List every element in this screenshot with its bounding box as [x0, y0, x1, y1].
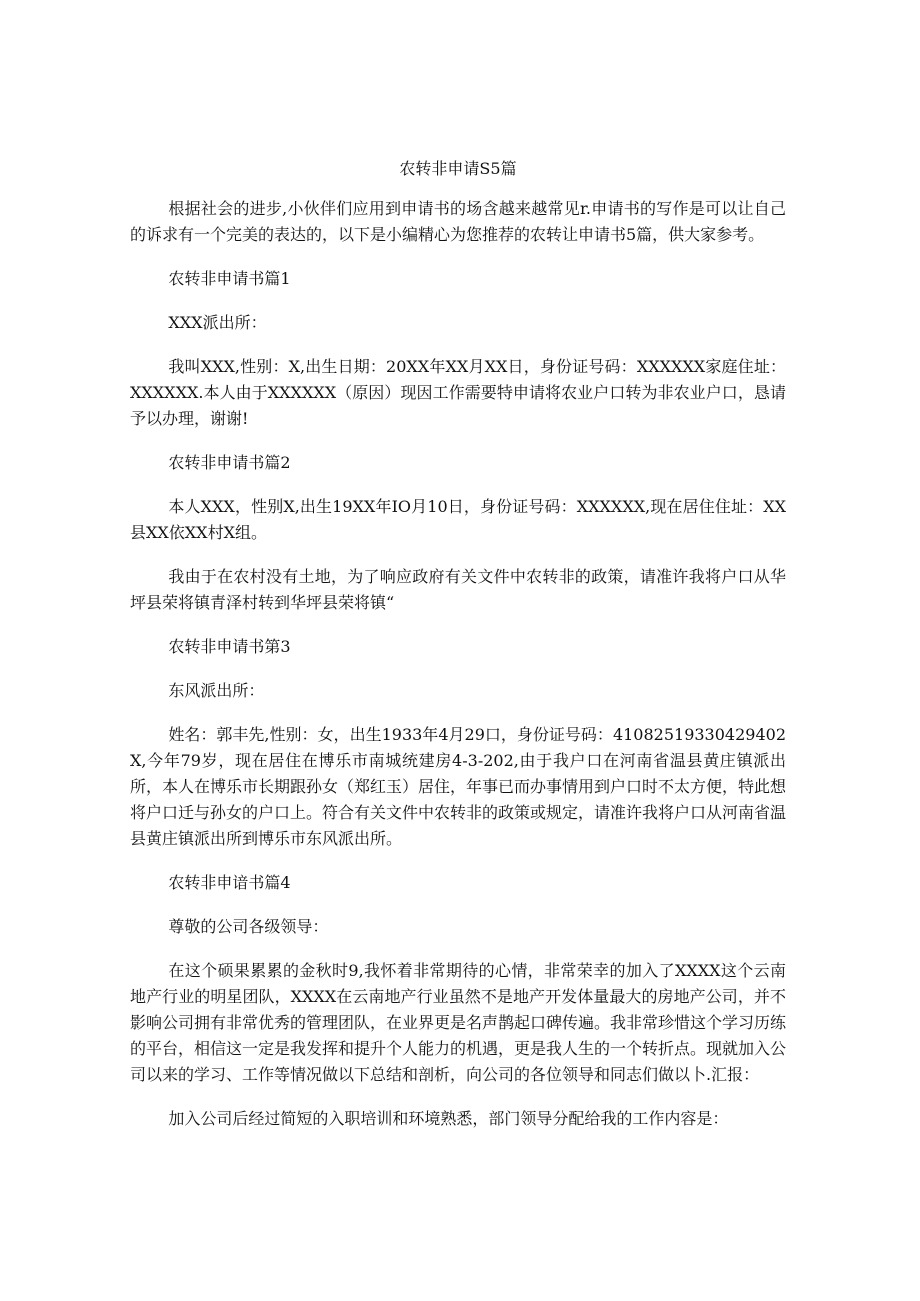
- section-2-heading: 农转非申请书篇2: [168, 453, 291, 472]
- section-2-body-1: 本人XXX，性别X,出生19XX年IO月10日，身份证号码：XXXXXX,现在居住住址：XX县XX依XX村X组。: [130, 497, 786, 542]
- section-4-salutation: 尊敬的公司各级领导：: [168, 917, 329, 936]
- section-4-body-2: 加入公司后经过简短的入职培训和环境熟悉，部门领导分配给我的工作内容是：: [168, 1109, 729, 1128]
- section-1-heading: 农转非申请书篇1: [168, 269, 291, 288]
- section-4-body-1: 在这个硕果累累的金秋时9,我怀着非常期待的心情，非常荣幸的加入了XXXX这个云南地产行业的明星团队，XXXX在云南地产行业虽然不是地产开发体量最大的房地产公司，并不影响公司拥有非常优秀的管理团队，在业界更是名声鹊起口碑传遍。我非常珍惜这个学习历练的平台，相信这一定是我发挥和提升个人能力的机遇，更是我人生的一个转折点。现就加入公司以来的学习、工作等情况做以下总结和剖析，向公司的各位领导和同志们做以卜.汇报：: [130, 961, 787, 1084]
- section-1-salutation: XXX派出所：: [168, 313, 267, 332]
- section-3-body: 姓名：郭丰先,性别：女，出生1933年4月29口，身份证号码：41082519330429402X,今年79岁，现在居住在博乐市南城统建房4-3-202,由于我户口在河南省温县黄庄镇派出所，本人在博乐市长期跟孙女（郑红玉）居住，年事已而办事情用到户口时不太方便，特此想将户口迁与孙女的户口上。符合有关文件中农转非的政策或规定，请准许我将户口从河南省温县黄庄镇派出所到博乐市东风派出所。: [130, 725, 787, 848]
- document-page: [130, 156, 786, 1150]
- intro-paragraph: 根据社会的进步,小伙伴们应用到申请书的场含越来越常见r.申请书的写作是可以让自己的诉求有一个完美的表达的，以下是小编精心为您推荐的农转让申请书5篇，供大家参考。: [130, 199, 786, 244]
- section-1-body: 我叫XXX,性别：X,出生日期：20XX年XX月XX日，身份证号码：XXXXXX家庭住址：XXXXXX.本人由于XXXXXX（原因）现因工作需要特申请将农业户口转为非农业户口，恳请予以办理，谢谢!: [130, 357, 786, 428]
- section-2-body-2: 我由于在农村没有土地，为了响应政府有关文件中农转非的政策，请准许我将户口从华坪县荣将镇青泽村转到华坪县荣将镇“: [130, 567, 786, 612]
- document-title: 农转非申请S5篇: [399, 159, 517, 178]
- section-3-heading: 农转非申请书第3: [168, 637, 291, 656]
- section-3-salutation: 东风派出所：: [168, 681, 265, 700]
- section-4-heading: 农转非申谙书篇4: [168, 873, 291, 892]
